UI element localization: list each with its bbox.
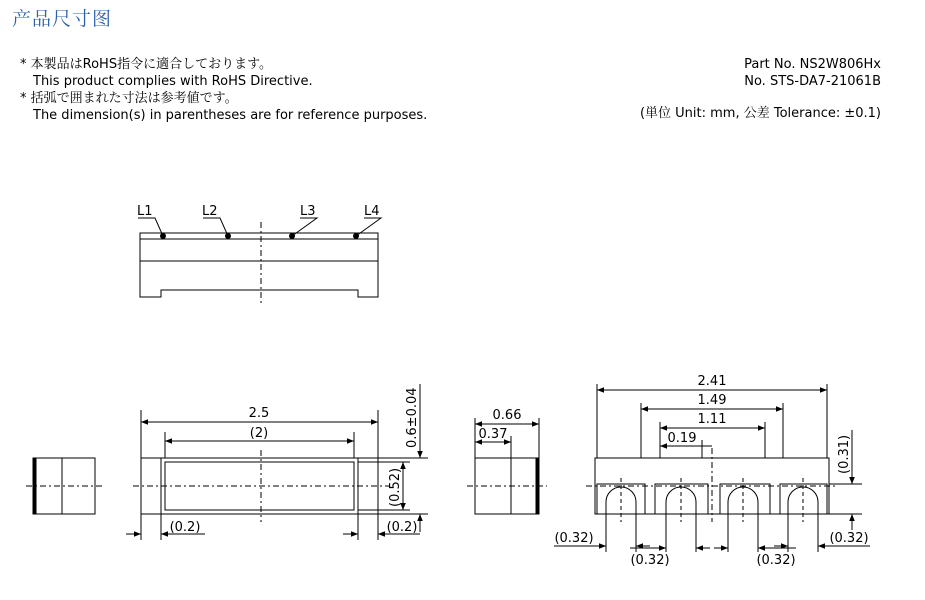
end-view [26,458,102,514]
dim-inner-height: (0.52) [388,467,403,507]
dim-left-margin: (0.2) [169,520,201,535]
dim-2-41: 2.41 [697,374,727,389]
dim-1-49: 1.49 [697,393,727,408]
front-view [126,384,428,540]
doc-number: No. STS-DA7-21061B [744,74,881,89]
dim-length: 2.5 [248,406,270,421]
note-paren-en: The dimension(s) in parentheses are for reference purposes. [33,108,428,123]
bullet: * [20,57,27,72]
lead-label-l1: L1 [137,204,153,219]
dim-pad-a: (0.32) [554,531,594,546]
note-rohs-jp: * 本製品はRoHS指令に適合しております。 [20,57,273,72]
units-note: (単位 Unit: mm, 公差 Tolerance: ±0.1) [639,106,881,121]
dim-pad-c: (0.32) [756,553,796,568]
bottom-view [554,384,870,552]
dim-pad-d: (0.32) [829,531,869,546]
dim-height: 0.6±0.04 [405,387,420,448]
dim-pad-b: (0.32) [630,553,670,568]
note-rohs-en: This product complies with RoHS Directive. [33,74,313,89]
part-number: Part No. NS2W806Hx [744,57,881,72]
dim-1-11: 1.11 [697,412,727,427]
dim-right-margin: (0.2) [386,520,418,535]
dim-0-31: (0.31) [837,434,852,474]
lead-label-l4: L4 [364,204,380,219]
dim-inner-length: (2) [249,426,269,441]
note-paren-jp: * 括弧で囲まれた寸法は参考値です。 [20,91,238,106]
top-view-body [140,233,378,297]
top-view [138,218,381,303]
lead-label-l2: L2 [202,204,218,219]
bullet: * [20,91,27,106]
page-title: 产品尺寸图 [12,8,113,30]
dim-0-19: 0.19 [667,431,697,446]
dim-inner-width: 0.37 [478,427,508,442]
lead-label-l3: L3 [300,204,316,219]
dim-width: 0.66 [492,408,522,423]
